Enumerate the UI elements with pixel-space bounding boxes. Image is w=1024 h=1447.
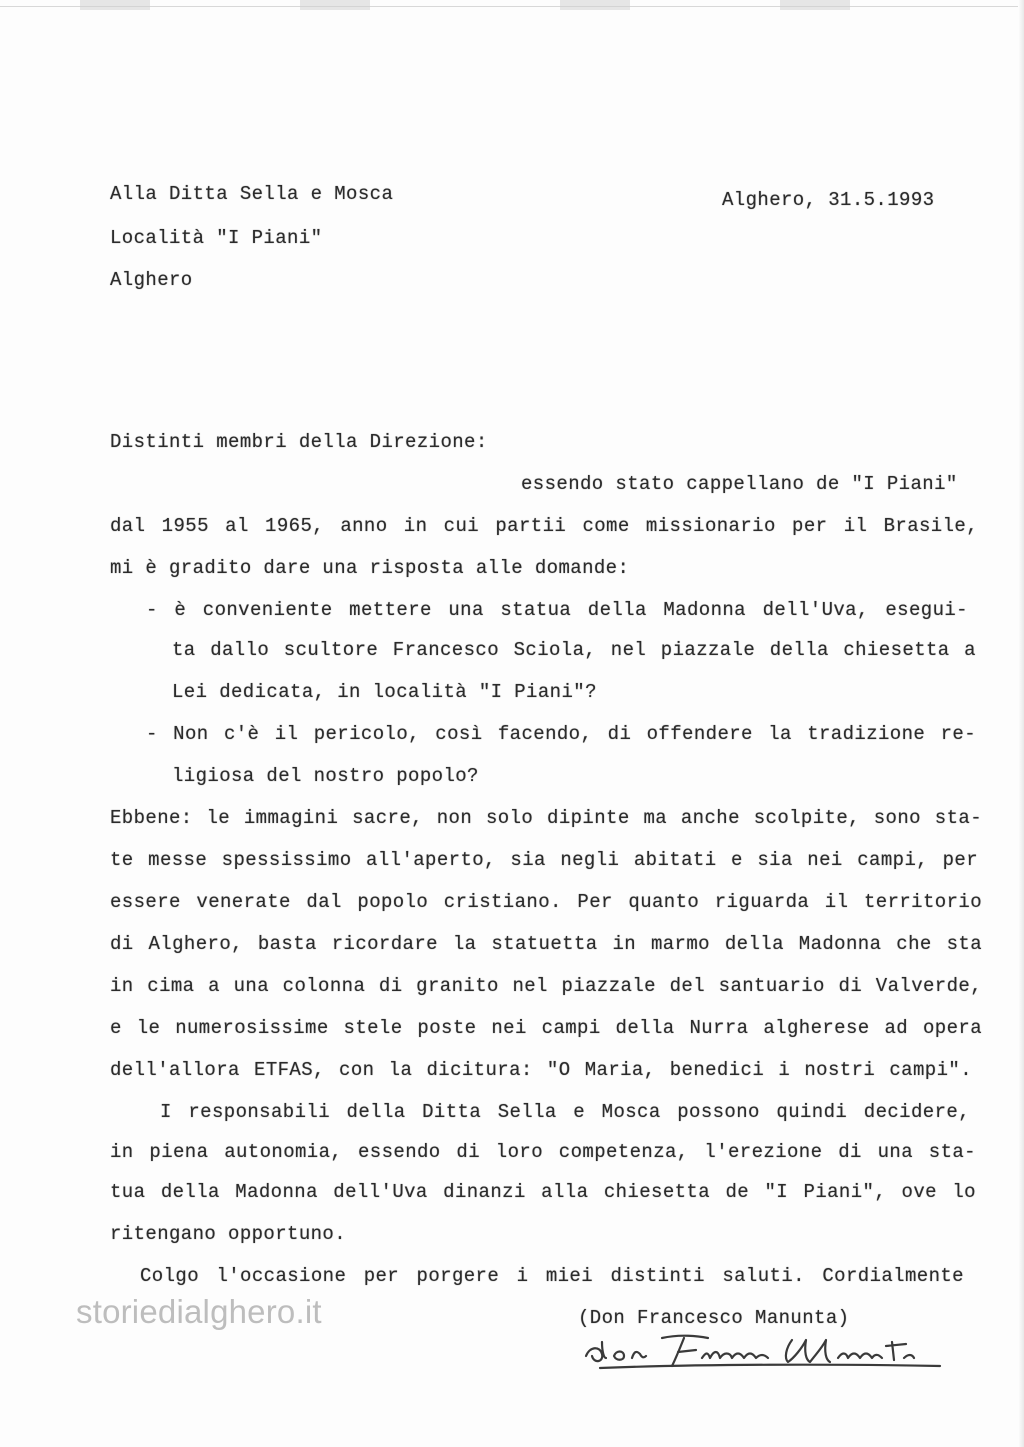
place-date: Alghero, 31.5.1993 <box>722 189 935 211</box>
body-line: essere venerate dal popolo cristiano. Per quanto riguarda il territorio <box>110 891 982 913</box>
list-item-1-line: ta dallo scultore Francesco Sciola, nel piazzale della chiesetta a <box>172 639 976 661</box>
recipient-line-1: Alla Ditta Sella e Mosca <box>110 183 394 205</box>
scan-mark <box>560 0 630 10</box>
body-line: Ebbene: le immagini sacre, non solo dipinte ma anche scolpite, sono sta- <box>110 807 982 829</box>
scan-mark <box>80 0 150 10</box>
handwritten-signature <box>580 1328 980 1372</box>
body-line: mi è gradito dare una risposta alle domande: <box>110 557 630 579</box>
list-item-2-line: ligiosa del nostro popolo? <box>172 765 479 787</box>
closing-line: Colgo l'occasione per porgere i miei distinti saluti. Cordialmente <box>140 1265 964 1287</box>
body-line: e le numerosissime stele poste nei campi della Nurra algherese ad opera <box>110 1017 982 1039</box>
body-line: essendo stato cappellano de "I Piani" <box>521 473 958 495</box>
list-item-1-line: Lei dedicata, in località "I Piani"? <box>172 681 597 703</box>
body-line: in piena autonomia, essendo di loro competenza, l'erezione di una sta- <box>110 1141 976 1163</box>
scan-top-edge <box>0 0 1024 7</box>
recipient-line-3: Alghero <box>110 269 193 291</box>
body-line: te messe spessissimo all'aperto, sia negli abitati e sia nei campi, per <box>110 849 978 871</box>
body-line: ritengano opportuno. <box>110 1223 347 1245</box>
body-line: dell'allora ETFAS, con la dicitura: "O Maria, benedici i nostri campi". <box>110 1059 972 1081</box>
body-line: di Alghero, basta ricordare la statuetta in marmo della Madonna che sta <box>110 933 982 955</box>
scan-right-edge <box>1018 0 1024 1447</box>
scan-mark <box>780 0 850 10</box>
salutation: Distinti membri della Direzione: <box>110 431 488 453</box>
body-line: dal 1955 al 1965, anno in cui partii come missionario per il Brasile, <box>110 515 978 537</box>
site-watermark: storiedialghero.it <box>76 1293 322 1330</box>
signature-name: (Don Francesco Manunta) <box>578 1307 850 1329</box>
recipient-line-2: Località "I Piani" <box>110 227 323 249</box>
body-line: I responsabili della Ditta Sella e Mosca possono quindi decidere, <box>160 1101 970 1123</box>
list-item-2-line: - Non c'è il pericolo, così facendo, di offendere la tradizione re- <box>146 723 976 745</box>
body-line: in cima a una colonna di granito nel piazzale del santuario di Valverde, <box>110 975 982 997</box>
body-line: tua della Madonna dell'Uva dinanzi alla chiesetta de "I Piani", ove lo <box>110 1181 976 1203</box>
list-item-1-line: - è conveniente mettere una statua della Madonna dell'Uva, esegui- <box>146 599 968 621</box>
scan-mark <box>300 0 370 10</box>
